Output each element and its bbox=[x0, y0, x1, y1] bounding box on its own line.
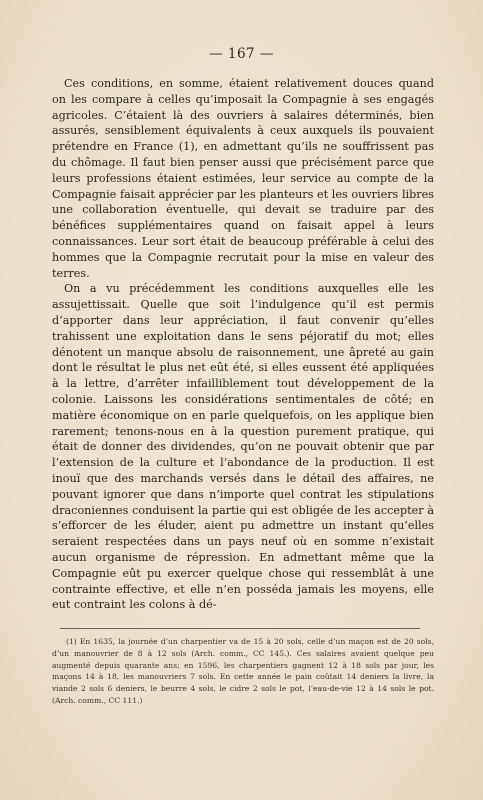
page-number: — 167 — bbox=[209, 46, 274, 62]
footnote bbox=[52, 636, 434, 707]
body-text bbox=[52, 76, 434, 613]
footnote-text: (1) En 1635, la journée d’un charpentier va de 15 à 20 sols, celle d’un maçon est de 20 sols, d’un manouvrier de 8 à 12 sols (Arch. comm., CC 145.). Ces salaires avaient quelque peu augmenté depuis quarante ans; en 1596, les charpentiers gagnent 12 à 18 sols par jour, les maçons 14 à 18, les manouvriers 7 sols. En cette année le pain coûtait 14 deniers la livre, la viande 2 sols 6 deniers, le beurre 4 sols, le cidre 2 sols le pot, l’eau-de-vie 12 à 14 sols le pot. (Arch. comm., CC 111.) bbox=[52, 637, 434, 705]
paragraph-2: On a vu précédemment les conditions auxquelles elle les assujettissait. Quelle que soit l’indulgence qu’il est permis d’apporter dans leur appréciation, il faut convenir qu’elles trahissent une exploitation dans le sens péjoratif du mot; elles dénotent un manque absolu de raisonnement, une âpreté au gain dont le résultat le plus net eût été, si elles eussent été appliquées à la lettre, d’arrêter infailliblement tout développement de la colonie. Laissons les considérations sentimentales de côté; en matière économique on en parle quelquefois, on les applique bien rarement; tenons-nous en à la question purement pratique, qui était de donner des dividendes, qu’on ne pouvait obtenir que par l’extension de la culture et l’abondance de la production. Il est inouï que des marchands versés dans le détail des affaires, ne pouvant ignorer que dans n’importe quel contrat les stipulations draconiennes conduisent la partie qui est obligée de les accepter à s’efforcer de les éluder, aient pu admettre un instant qu’elles seraient respectées dans un pays neuf où en somme n’existait aucun organisme de répression. En admettant même que la Compagnie eût pu exercer quelque chose qui ressemblât à une contrainte effective, et elle n’en posséda jamais les moyens, elle eut contraint les colons à dé- bbox=[52, 282, 434, 612]
paragraph-1: Ces conditions, en somme, étaient relativement douces quand on les compare à celles qu’imposait la Compagnie à ses engagés agricoles. C’étaient là des ouvriers à salaires déterminés, bien assurés, sensiblement équivalents à ceux auxquels ils pouvaient prétendre en France (1), en admettant qu’ils ne souffrissent pas du chômage. Il faut bien penser aussi que précisément parce que leurs professions étaient estimées, leur service au compte de la Compagnie faisait apprécier par les planteurs et les ouvriers libres une collaboration éventuelle, qui devait se traduire par des bénéfices supplémentaires quand on faisait appel à leurs connaissances. Leur sort était de beaucoup préférable à celui des hommes que la Compagnie recrutait pour la mise en valeur des terres. bbox=[52, 77, 434, 280]
footnote-divider bbox=[60, 628, 420, 629]
